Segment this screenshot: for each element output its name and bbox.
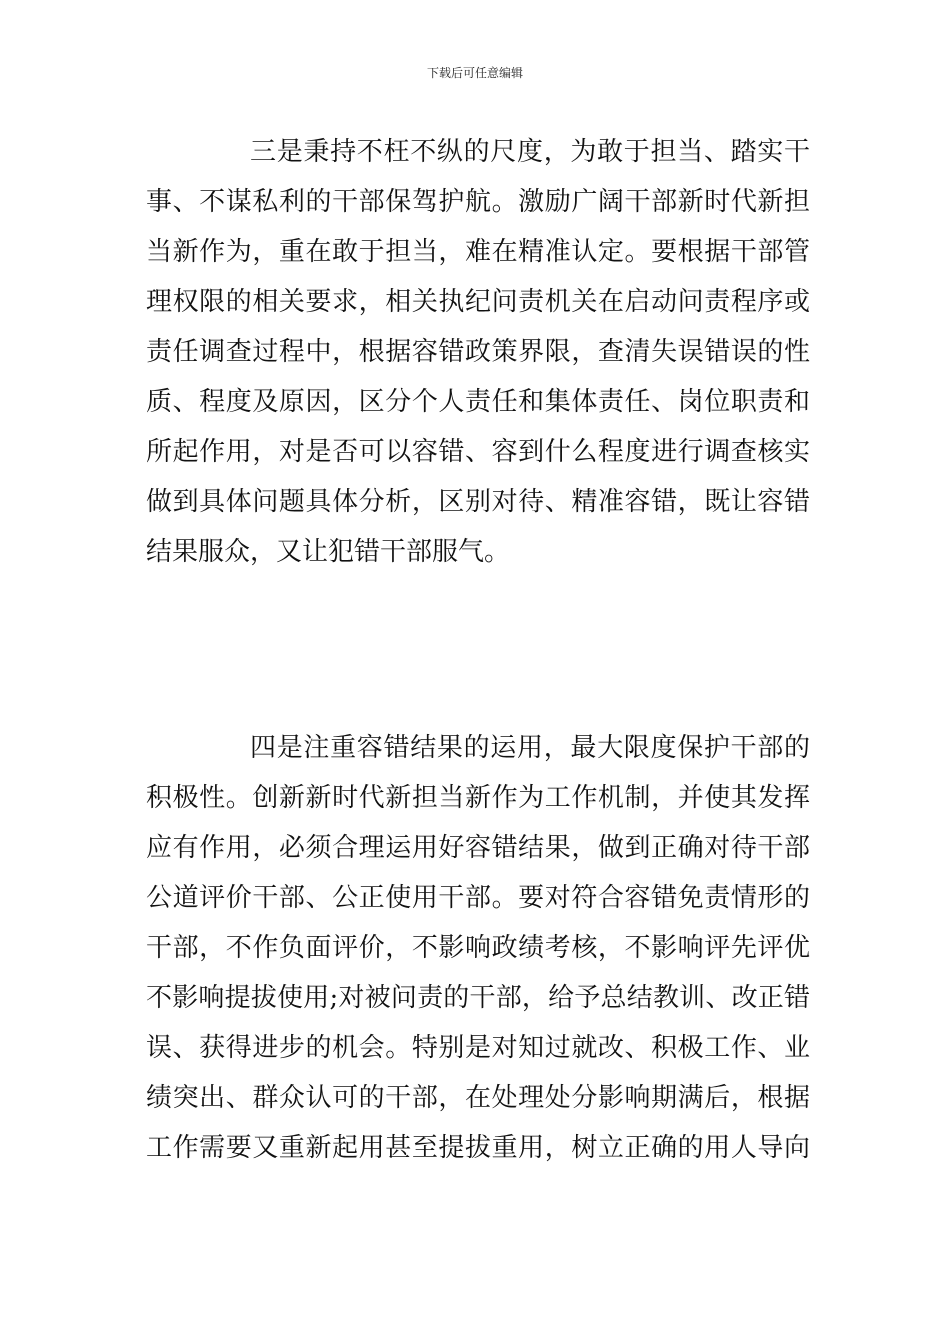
paragraph-line: 应有作用，必须合理运用好容错结果，做到正确对待干部 (146, 833, 810, 863)
paragraph-1 (146, 127, 810, 577)
paragraph-2 (146, 723, 810, 1173)
paragraph-line: 做到具体问题具体分析，区别对待、精准容错，既让容错 (146, 487, 810, 517)
paragraph-line: 责任调查过程中，根据容错政策界限，查清失误错误的性 (146, 337, 810, 367)
paragraph-line: 所起作用，对是否可以容错、容到什么程度进行调查核实 (146, 437, 810, 467)
paragraph-line: 四是注重容错结果的运用，最大限度保护干部的 (250, 733, 810, 763)
paragraph-line: 积极性。创新新时代新担当新作为工作机制，并使其发挥 (146, 783, 810, 813)
paragraph-line: 质、程度及原因，区分个人责任和集体责任、岗位职责和 (146, 387, 810, 417)
paragraph-line: 事、不谋私利的干部保驾护航。激励广阔干部新时代新担 (146, 187, 810, 217)
paragraph-line: 理权限的相关要求，相关执纪问责机关在启动问责程序或 (146, 287, 810, 317)
paragraph-line: 结果服众，又让犯错干部服气。 (146, 537, 511, 567)
paragraph-line: 干部，不作负面评价，不影响政绩考核，不影响评先评优 (146, 933, 810, 963)
paragraph-line: 当新作为，重在敢于担当，难在精准认定。要根据干部管 (146, 237, 810, 267)
paragraph-line: 三是秉持不枉不纵的尺度，为敢于担当、踏实干 (250, 137, 810, 167)
paragraph-line: 绩突出、群众认可的干部，在处理处分影响期满后，根据 (146, 1083, 810, 1113)
page-header: 下载后可任意编辑 (426, 66, 523, 80)
paragraph-line: 不影响提拔使用;对被问责的干部，给予总结教训、改正错 (146, 983, 810, 1013)
paragraph-line: 工作需要又重新起用甚至提拔重用，树立正确的用人导向 (146, 1133, 810, 1163)
paragraph-line: 误、获得进步的机会。特别是对知过就改、积极工作、业 (146, 1033, 810, 1063)
paragraph-line: 公道评价干部、公正使用干部。要对符合容错免责情形的 (146, 883, 810, 913)
